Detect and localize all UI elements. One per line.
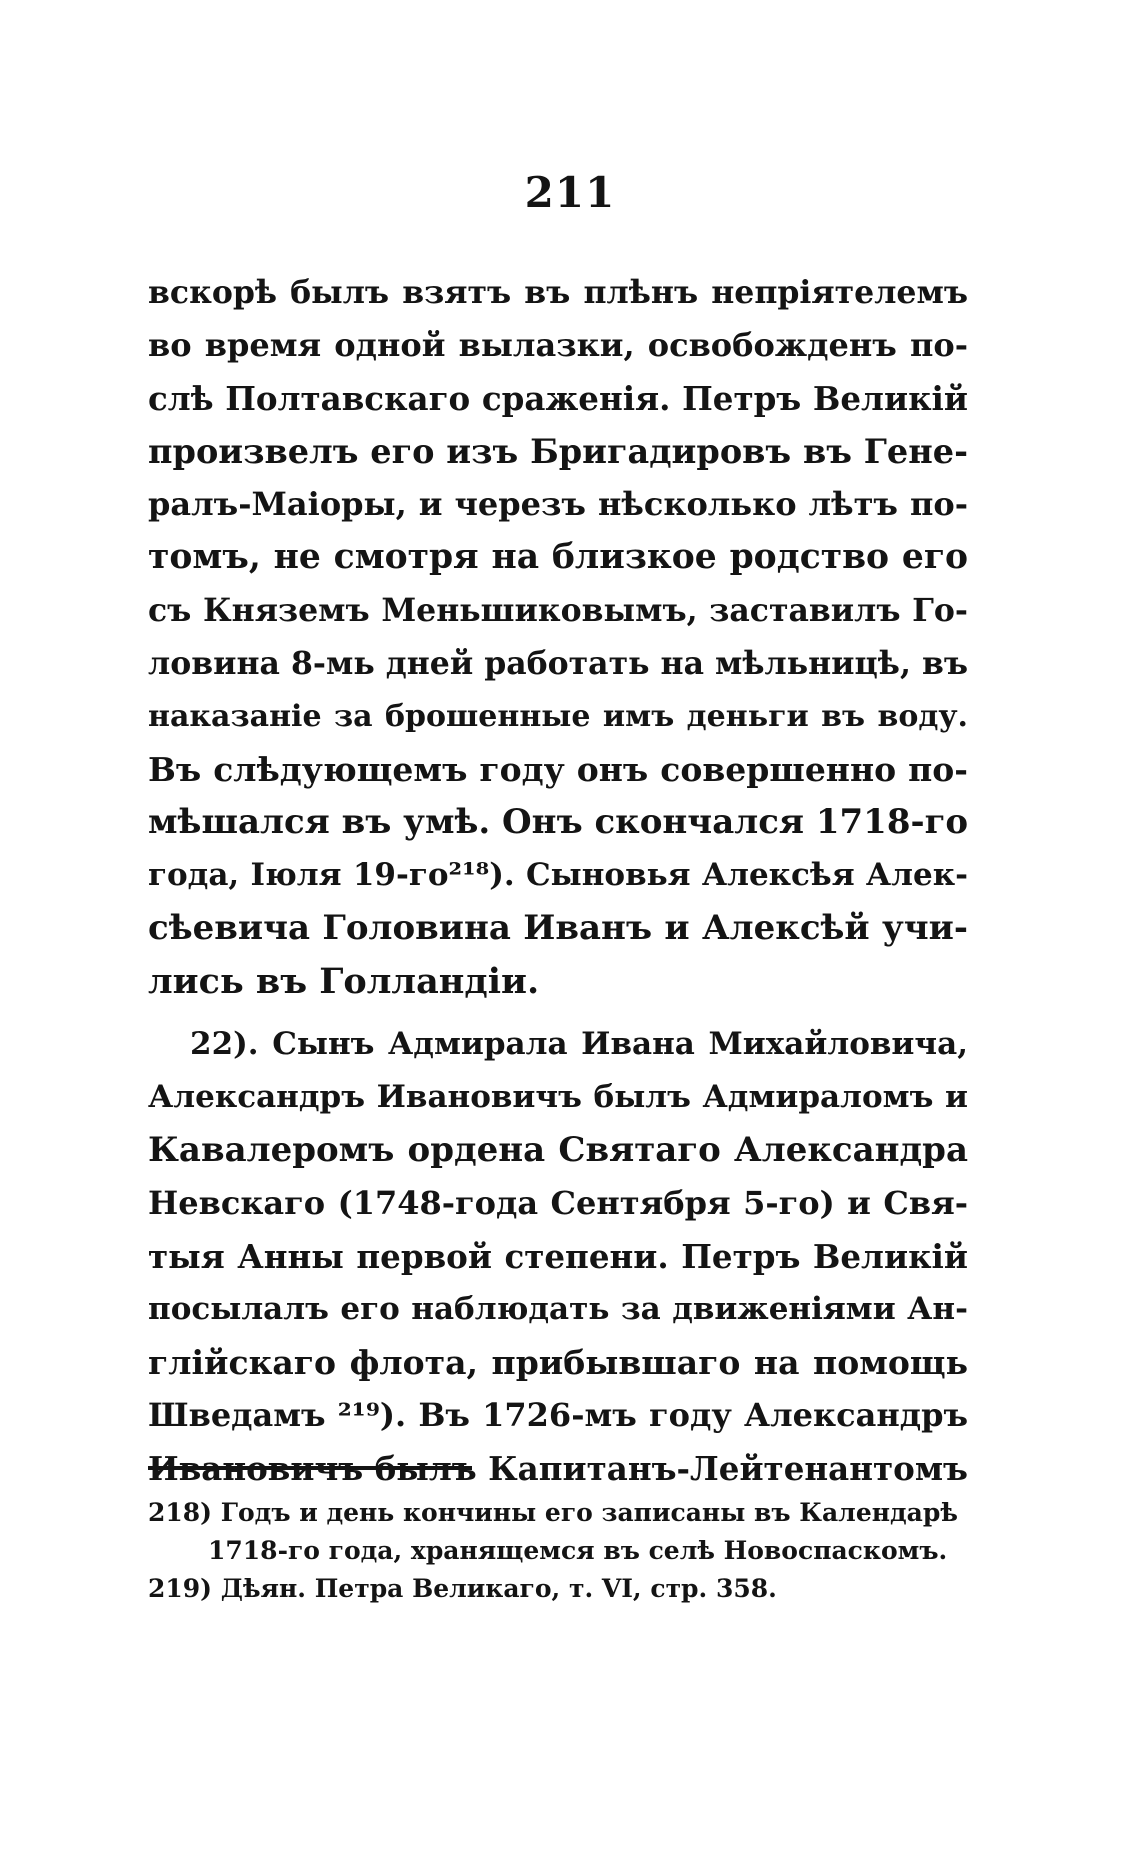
text-line: посылалъ его наблюдать за движеніями Ан- xyxy=(148,1291,968,1327)
footnote-219: 219) Дѣян. Петра Великаго, т. VI, стр. 358. xyxy=(148,1574,777,1603)
text-line: Въ слѣдующемъ году онъ совершенно по- xyxy=(148,750,968,789)
text-line: во время одной вылазки, освобожденъ по- xyxy=(148,326,968,364)
text-line: Александръ Ивановичъ былъ Адмираломъ и xyxy=(148,1079,968,1115)
text-line: вскорѣ былъ взятъ въ плѣнъ непріятелемъ xyxy=(148,274,968,311)
text-line: года, Іюля 19-го²¹⁸). Сыновья Алексѣя Алек- xyxy=(148,857,968,893)
text-line: Ивановичъ былъ Капитанъ-Лейтенантомъ xyxy=(148,1449,968,1488)
text-line: Кавалеромъ ордена Святаго Александра xyxy=(148,1130,968,1170)
main-text xyxy=(148,266,968,1495)
text-line: произвелъ его изъ Бригадировъ въ Гене- xyxy=(148,432,968,471)
text-line: ловина 8-мь дней работать на мѣльницѣ, въ xyxy=(148,645,968,682)
footnote-218-continuation: 1718-го года, хранящемся въ селѣ Новоспаскомъ. xyxy=(208,1536,948,1565)
text-line: слѣ Полтавскаго сраженія. Петръ Великій xyxy=(148,379,968,418)
text-line: глійскаго флота, прибывшаго на помощь xyxy=(148,1343,968,1382)
page-number: 211 xyxy=(524,168,616,217)
text-line: съ Княземъ Меньшиковымъ, заставилъ Го- xyxy=(148,592,968,629)
text-line: сѣевича Головина Иванъ и Алексѣй учи- xyxy=(148,908,968,948)
text-line: наказаніе за брошенные имъ деньги въ воду. xyxy=(148,699,968,734)
text-line: ралъ-Маіоры, и черезъ нѣсколько лѣтъ по- xyxy=(148,485,968,523)
paragraph-start-line: 22). Сынъ Адмирала Ивана Михайловича, xyxy=(190,1026,968,1062)
footnotes xyxy=(148,1494,968,1608)
footnote-divider xyxy=(148,1466,472,1470)
text-line: тыя Анны первой степени. Петръ Великій xyxy=(148,1237,968,1276)
text-line: мѣшался въ умѣ. Онъ скончался 1718-го xyxy=(148,802,968,842)
footnote-218: 218) Годъ и день кончины его записаны въ Календарѣ xyxy=(148,1498,958,1527)
text-line: Шведамъ ²¹⁹). Въ 1726-мъ году Александръ xyxy=(148,1396,968,1434)
text-line: томъ, не смотря на близкое родство его xyxy=(148,537,968,577)
text-line: Невскаго (1748-года Сентября 5-го) и Свя- xyxy=(148,1184,968,1222)
text-line: лись въ Голландіи. xyxy=(148,961,540,1002)
